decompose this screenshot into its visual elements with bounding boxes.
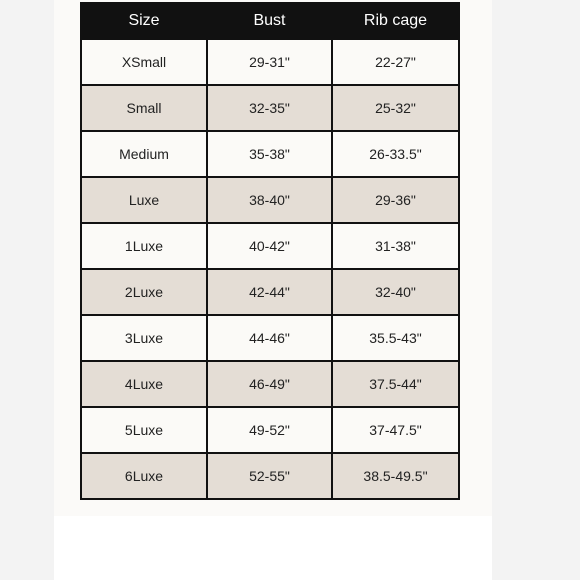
bust-cell: 32-35" xyxy=(207,85,332,131)
table-row xyxy=(81,407,459,453)
bust-cell: 38-40" xyxy=(207,177,332,223)
rib-cage-cell: 32-40" xyxy=(332,269,459,315)
rib-cage-cell: 37.5-44" xyxy=(332,361,459,407)
size-cell: 2Luxe xyxy=(81,269,207,315)
size-cell: Luxe xyxy=(81,177,207,223)
table-row xyxy=(81,269,459,315)
size-cell: 5Luxe xyxy=(81,407,207,453)
size-cell: 1Luxe xyxy=(81,223,207,269)
header-row xyxy=(81,3,459,39)
bust-cell: 44-46" xyxy=(207,315,332,361)
header-size: Size xyxy=(81,3,207,39)
table-row xyxy=(81,131,459,177)
bust-cell: 49-52" xyxy=(207,407,332,453)
rib-cage-cell: 22-27" xyxy=(332,39,459,85)
size-chart-table xyxy=(80,2,460,500)
page-background-right xyxy=(492,0,580,580)
size-cell: 3Luxe xyxy=(81,315,207,361)
bust-cell: 46-49" xyxy=(207,361,332,407)
size-cell: Medium xyxy=(81,131,207,177)
bust-cell: 52-55" xyxy=(207,453,332,499)
table-row xyxy=(81,223,459,269)
rib-cage-cell: 26-33.5" xyxy=(332,131,459,177)
size-cell: 4Luxe xyxy=(81,361,207,407)
table-row xyxy=(81,177,459,223)
rib-cage-cell: 31-38" xyxy=(332,223,459,269)
table-row xyxy=(81,453,459,499)
header-rib-cage: Rib cage xyxy=(332,3,459,39)
table-row xyxy=(81,39,459,85)
rib-cage-cell: 29-36" xyxy=(332,177,459,223)
rib-cage-cell: 37-47.5" xyxy=(332,407,459,453)
size-cell: 6Luxe xyxy=(81,453,207,499)
page-background-left xyxy=(0,0,54,580)
table-row xyxy=(81,85,459,131)
bust-cell: 40-42" xyxy=(207,223,332,269)
bust-cell: 29-31" xyxy=(207,39,332,85)
table-row xyxy=(81,315,459,361)
bust-cell: 35-38" xyxy=(207,131,332,177)
table-row xyxy=(81,361,459,407)
rib-cage-cell: 38.5-49.5" xyxy=(332,453,459,499)
size-cell: Small xyxy=(81,85,207,131)
rib-cage-cell: 25-32" xyxy=(332,85,459,131)
rib-cage-cell: 35.5-43" xyxy=(332,315,459,361)
header-bust: Bust xyxy=(207,3,332,39)
bust-cell: 42-44" xyxy=(207,269,332,315)
page-background-bottom xyxy=(54,516,492,580)
size-cell: XSmall xyxy=(81,39,207,85)
